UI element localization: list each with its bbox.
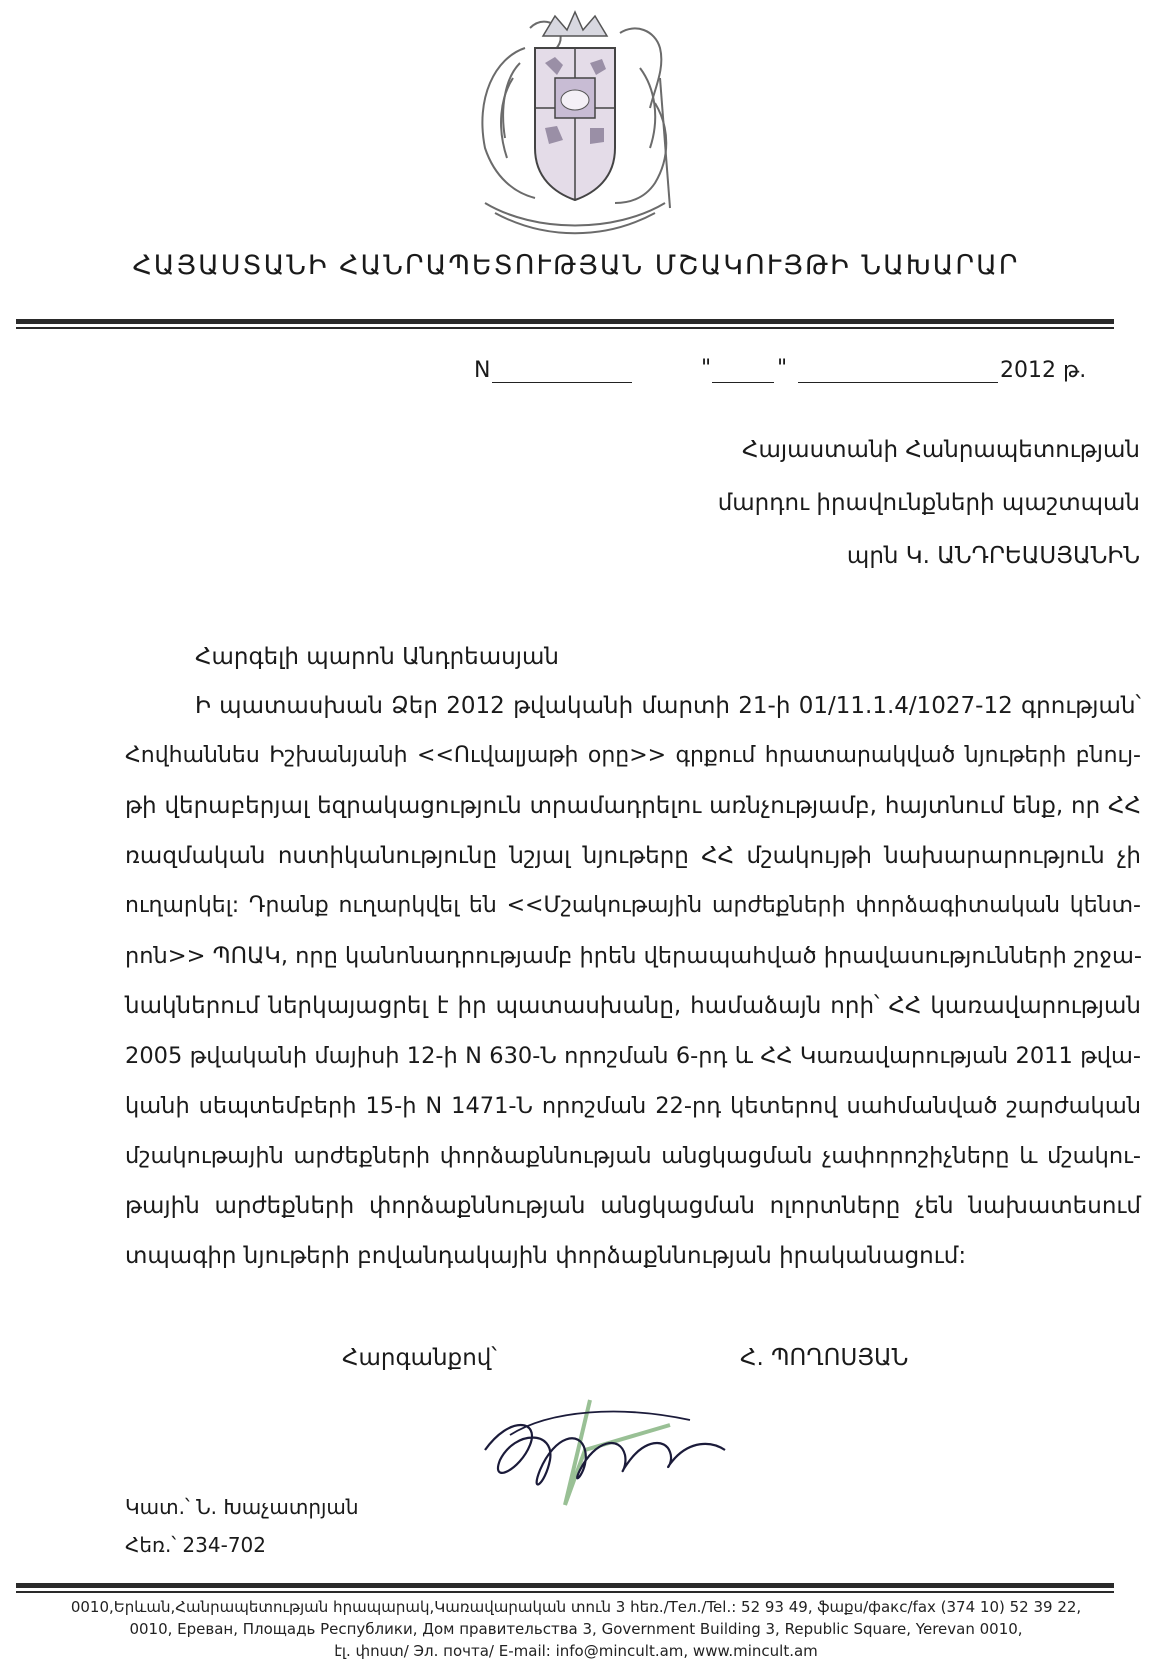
reference-year: 2012 թ. [1000, 358, 1087, 383]
body-line: Ի պատասխան Ձեր 2012 թվականի մարտի 21-ի 01/11.1.4/1027-12 գրության՝ [195, 693, 1141, 719]
executor-name: Կատ.՝ Ն. Խաչատրյան [125, 1495, 359, 1519]
footer-rule-thick [16, 1583, 1114, 1588]
header-rule-thick [16, 319, 1114, 324]
armenian-coat-of-arms-icon [455, 8, 695, 243]
date-day-blank [712, 382, 774, 383]
footer-email-website: էլ. փոստ/ Эл. почта/ E-mail: info@mincult.am, www.mincult.am [334, 1642, 818, 1660]
body-line: ռազմական ոստիկանությունը նշյալ նյութերը ՀՀ մշակույթի նախարարություն չի [125, 843, 1141, 869]
date-quote-open: " [701, 356, 712, 381]
salutation: Հարգելի պարոն Անդրեասյան [195, 644, 559, 670]
signature-icon [470, 1390, 740, 1520]
ministry-title: ՀԱՅԱՍՏԱՆԻ ՀԱՆՐԱՊԵՏՈՒԹՅԱՆ ՄՇԱԿՈՒՅԹԻ ՆԱԽԱՐԱՐ [132, 250, 1020, 281]
body-line: րոն>> ՊՈԱԿ, որը կանոնադրությամբ իրեն վերապահված իրավասությունների շրջա- [125, 943, 1143, 969]
footer-address-russian-english: 0010, Ереван, Площадь Республики, Дом правительства 3, Government Building 3, Republic Square, Yerevan 0010, [129, 1620, 1023, 1638]
addressee-line-1: Հայաստանի Հանրապետության [742, 437, 1140, 463]
reference-number-prefix: N [474, 358, 491, 383]
body-line: թի վերաբերյալ եզրակացություն տրամադրելու առնչությամբ, հայտնում ենք, որ ՀՀ [125, 793, 1141, 819]
signer-name: Հ. ՊՈՂՈՍՅԱՆ [740, 1345, 909, 1371]
footer-address-armenian: 0010,Երևան,Հանրապետության հրապարակ,Կառավարական տուն 3 հեռ./Тел./Tel.: 52 93 49, ֆաքս/факс/fax (374 10) 52 39 22, [70, 1598, 1082, 1616]
header-rule-thin [16, 327, 1114, 329]
closing-phrase: Հարգանքով՝ [342, 1345, 497, 1371]
reference-number-blank [492, 382, 632, 383]
body-line: 2005 թվականի մայիսի 12-ի N 630-Ն որոշման 6-րդ և ՀՀ Կառավարության 2011 թվա- [125, 1043, 1141, 1069]
body-line: մշակութային արժեքների փորձաքննության անցկացման չափորոշիչները և մշակու- [125, 1143, 1141, 1169]
body-line: կանի սեպտեմբերի 15-ի N 1471-Ն որոշման 22-րդ կետերով սահմանված շարժական [125, 1093, 1141, 1119]
addressee-line-3: պրն Կ. ԱՆԴՐԵԱՍՅԱՆԻՆ [846, 543, 1140, 569]
body-line: ուղարկել: Դրանք ուղարկվել են <<Մշակութային արժեքների փորձագիտական կենտ- [125, 893, 1141, 918]
date-quote-close: " [777, 356, 788, 381]
body-line: տպագիր նյութերի բովանդակային փորձաքննության իրականացում: [125, 1243, 967, 1269]
executor-phone: Հեռ.՝ 234-702 [125, 1533, 266, 1557]
body-line: թային արժեքների փորձաքննության անցկացման ոլորտները չեն նախատեսում [125, 1193, 1141, 1219]
body-line: նակներում ներկայացրել է իր պատասխանը, համաձայն որի՝ ՀՀ կառավարության [125, 993, 1141, 1019]
body-line: Հովհաննես Իշխանյանի <<Ուվալյաթի օրը>> գրքում հրատարակված նյութերի բնույ- [125, 743, 1141, 768]
reference-line [0, 358, 1152, 388]
date-month-blank [798, 382, 998, 383]
addressee-line-2: մարդու իրավունքների պաշտպան [717, 490, 1140, 516]
footer-rule-thin [16, 1591, 1114, 1593]
